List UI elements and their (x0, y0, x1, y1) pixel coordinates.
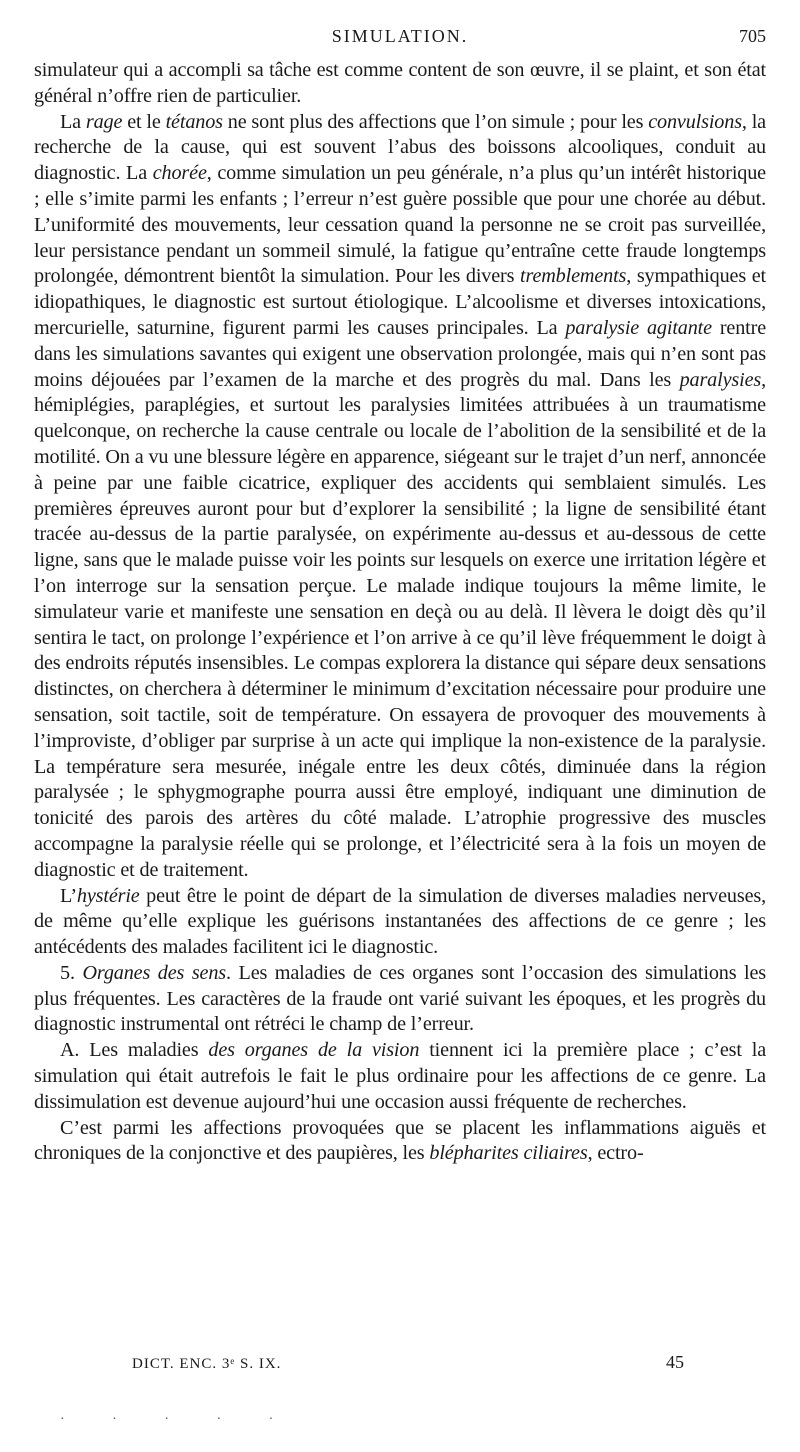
text-run: C’est parmi les affections provoquées que se placent les inflammations aiguës et chroniques de la conjonctive et des paupières, les (34, 1116, 766, 1165)
text-run: 5. (60, 961, 83, 984)
text-run: La (60, 110, 86, 133)
text-run: rentre dans les simulations savantes qui exigent une observation prolongée, mais qui n’en sont pas moins déjouées par l’examen de la marche et des progrès du mal. Dans les (34, 316, 766, 391)
text-run: L’ (60, 884, 77, 907)
italic-term: des organes de la vision (208, 1039, 420, 1062)
paragraph (34, 1116, 766, 1168)
text-run: , ectro- (587, 1142, 644, 1165)
text-run: A. Les maladies (60, 1039, 209, 1062)
paragraph (34, 58, 766, 110)
text-run: , hémiplégies, paraplégies, et surtout les paralysies limitées attribuées à un traumatisme quelconque, on recherche la cause centrale ou locale de l’abolition de la sensibilité et de la motilité. On a vu une blessure légère en apparence, siégeant sur le trajet d’un nerf, annoncée à peine par une faible cicatrice, expliquer des accidents qui semblaient simulés. Les premières épreuves auront pour but d’explorer la sensibilité ; la ligne de sensibilité étant tracée au-dessus de la partie paralysée, on expérimente au-dessus et au-dessous de cette ligne, sans que le malade puisse voir les points sur lesquels on exerce une irritation légère et l’on interroge sur la sensation perçue. Le malade indique toujours la même limite, le simulateur varie et manifeste une sensation en deçà ou au delà. Il lèvera le doigt dès qu’il sentira le tact, on prolonge l’expérience et l’on arrive à ce qu’il lève fréquemment le doigt à des endroits réputés insensibles. Le compas explorera la distance qui sépare deux sensations distinctes, on cherchera à déterminer le minimum d’excitation nécessaire pour produire une sensation, soit tactile, soit de température. On essayera de provoquer des mouvements à l’improviste, d’obliger par surprise à un acte qui implique la non-existence de la paralysie. La température sera mesurée, inégale entre les deux côtés, diminuée dans la région paralysée ; le sphygmographe pourra aussi être employé, indiquant une diminution de tonicité des parois des artères du côté malade. L’atrophie progressive des muscles accompagne la paralysie réelle qui se prolonge, et l’électricité sera à la fois un moyen de diagnostic et de traitement. (34, 368, 766, 881)
italic-term: paralysies (679, 368, 762, 391)
italic-term: tétanos (165, 110, 223, 133)
paragraph (34, 884, 766, 961)
text-run: . Les maladies de ces organes sont l’occasion des simulations les plus fréquentes. Les caractères de la fraude ont varié suivant les époques, et les progrès du diagnostic instrumental ont rétréci le champ de l’erreur. (34, 961, 766, 1036)
page-header (34, 26, 766, 56)
italic-term: rage (85, 110, 123, 133)
italic-term: tremblements (520, 265, 627, 288)
text-run: et le (122, 110, 166, 133)
italic-term: blépharites ciliaires (429, 1142, 588, 1165)
text-run: ne sont plus des affections que l’on simule ; pour les (222, 110, 649, 133)
paragraph (34, 961, 766, 1038)
paragraph (34, 110, 766, 884)
text-run: peut être le point de départ de la simulation de diverses maladies nerveuses, de même qu’elle explique les guérisons instantanées des affections de ce genre ; les antécédents des malades facilitent ici le diagnostic. (34, 884, 766, 959)
text-run: , la recherche de la cause, qui est souvent l’abus des boissons alcooliques, conduit au diagnostic. La (34, 110, 766, 185)
margin-marks: · · · · · (60, 1412, 296, 1427)
italic-term: convulsions (648, 110, 742, 133)
italic-term: chorée (152, 162, 207, 185)
italic-term: hystérie (76, 884, 140, 907)
text-run: simulateur qui a accompli sa tâche est comme content de son œuvre, il se plaint, et son état général n’offre rien de particulier. (34, 59, 766, 107)
page-footer (0, 1352, 800, 1392)
italic-term: paralysie agitante (565, 316, 712, 339)
body-text (34, 58, 766, 1167)
italic-term: Organes des sens (82, 961, 227, 984)
paragraph (34, 1038, 766, 1115)
signature-mark: DICT. ENC. 3ᵉ S. IX. (132, 1356, 282, 1372)
text-run: , comme simulation un peu générale, n’a plus qu’un intérêt historique ; elle s’imite parmi les enfants ; l’erreur n’est guère possible que pour une chorée au début. L’uniformité des mouvements, leur cessation quand la personne ne se croit pas surveillée, leur persistance pendant un sommeil simulé, la fatigue qu’entraîne cette fraude longtemps prolongée, démontrent bientôt la simulation. Pour les divers (34, 162, 766, 288)
running-title: SIMULATION. (331, 26, 469, 46)
text-run: tiennent ici la première place ; c’est la simulation qui était autrefois le fait le plus ordinaire pour les affections de ce genre. La dissimulation est devenue aujourd’hui une occasion aussi fréquente de recherches. (34, 1039, 767, 1113)
text-run: , sympathiques et idiopathiques, le diagnostic est surtout étiologique. L’alcoolisme et diverses intoxications, mercurielle, saturnine, figurent parmi les causes principales. La (34, 265, 766, 339)
sheet-number: 45 (666, 1352, 684, 1372)
page-number: 705 (739, 26, 766, 46)
